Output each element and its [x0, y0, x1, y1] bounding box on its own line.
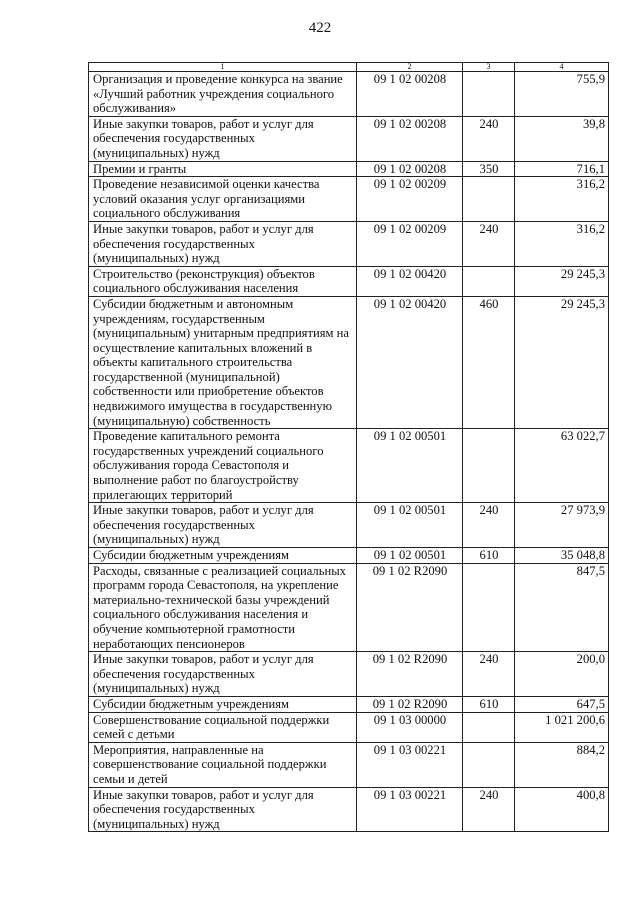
row-amount: 35 048,8: [515, 548, 609, 564]
row-code: 09 1 02 00420: [357, 296, 463, 428]
table-row: [89, 429, 609, 503]
row-code: 09 1 02 00501: [357, 548, 463, 564]
row-name: Субсидии бюджетным учреждениям: [89, 696, 357, 712]
row-type: 240: [463, 503, 515, 548]
row-amount: 39,8: [515, 116, 609, 161]
table-row: [89, 72, 609, 117]
row-code: 09 1 02 00209: [357, 177, 463, 222]
page-number: 422: [308, 20, 332, 36]
table-row: [89, 296, 609, 428]
row-amount: 316,2: [515, 177, 609, 222]
row-type: 240: [463, 116, 515, 161]
row-name: Премии и гранты: [89, 161, 357, 177]
header-col-1: 1: [89, 63, 357, 72]
header-col-4: 4: [515, 63, 609, 72]
row-amount: 29 245,3: [515, 266, 609, 296]
row-name: Субсидии бюджетным учреждениям: [89, 548, 357, 564]
row-amount: 200,0: [515, 652, 609, 697]
table-row: [89, 652, 609, 697]
row-type: [463, 742, 515, 787]
table-row: [89, 266, 609, 296]
table-row: [89, 116, 609, 161]
row-code: 09 1 02 00208: [357, 116, 463, 161]
row-amount: 316,2: [515, 221, 609, 266]
row-name: Субсидии бюджетным и автономным учреждениям, государственным (муниципальным) унитарным предприятиям на осуществление капитальных вложений в объекты капитального строительства государственной (муниципальной) собственности или приобретение объектов недвижимого имущества в государственную (муниципальную) собственность: [89, 296, 357, 428]
row-name: Иные закупки товаров, работ и услуг для обеспечения государственных (муниципальных) нужд: [89, 503, 357, 548]
row-name: Мероприятия, направленные на совершенствование социальной поддержки семьи и детей: [89, 742, 357, 787]
table-row: [89, 563, 609, 652]
header-col-3: 3: [463, 63, 515, 72]
row-amount: 29 245,3: [515, 296, 609, 428]
row-type: 610: [463, 696, 515, 712]
table-row: [89, 712, 609, 742]
table-row: [89, 221, 609, 266]
row-code: 09 1 02 00208: [357, 72, 463, 117]
row-amount: 1 021 200,6: [515, 712, 609, 742]
row-code: 09 1 02 R2090: [357, 696, 463, 712]
row-type: [463, 177, 515, 222]
row-amount: 400,8: [515, 787, 609, 832]
row-code: 09 1 02 00501: [357, 503, 463, 548]
table-row: [89, 503, 609, 548]
row-name: Иные закупки товаров, работ и услуг для обеспечения государственных (муниципальных) нужд: [89, 116, 357, 161]
row-name: Проведение капитального ремонта государственных учреждений социального обслуживания города Севастополя и выполнение работ по благоустройству прилегающих территорий: [89, 429, 357, 503]
header-col-2: 2: [357, 63, 463, 72]
row-type: 240: [463, 787, 515, 832]
row-amount: 647,5: [515, 696, 609, 712]
table-row: [89, 742, 609, 787]
row-code: 09 1 03 00000: [357, 712, 463, 742]
row-name: Совершенствование социальной поддержки семей с детьми: [89, 712, 357, 742]
row-type: [463, 563, 515, 652]
row-name: Иные закупки товаров, работ и услуг для обеспечения государственных (муниципальных) нужд: [89, 787, 357, 832]
row-name: Иные закупки товаров, работ и услуг для обеспечения государственных (муниципальных) нужд: [89, 652, 357, 697]
row-name: Проведение независимой оценки качества условий оказания услуг организациями социального обслуживания: [89, 177, 357, 222]
table-row: [89, 696, 609, 712]
row-type: [463, 712, 515, 742]
row-amount: 847,5: [515, 563, 609, 652]
row-code: 09 1 02 R2090: [357, 563, 463, 652]
row-amount: 27 973,9: [515, 503, 609, 548]
row-code: 09 1 02 R2090: [357, 652, 463, 697]
row-type: [463, 429, 515, 503]
row-name: Организация и проведение конкурса на звание «Лучший работник учреждения социального обслуживания»: [89, 72, 357, 117]
budget-table: [88, 62, 609, 832]
row-code: 09 1 02 00208: [357, 161, 463, 177]
row-code: 09 1 02 00209: [357, 221, 463, 266]
row-type: 350: [463, 161, 515, 177]
row-amount: 755,9: [515, 72, 609, 117]
row-name: Иные закупки товаров, работ и услуг для обеспечения государственных (муниципальных) нужд: [89, 221, 357, 266]
table-row: [89, 161, 609, 177]
table-row: [89, 177, 609, 222]
row-amount: 884,2: [515, 742, 609, 787]
header-row: [89, 63, 609, 72]
table-row: [89, 787, 609, 832]
row-amount: 63 022,7: [515, 429, 609, 503]
row-code: 09 1 02 00501: [357, 429, 463, 503]
row-type: 240: [463, 652, 515, 697]
row-code: 09 1 03 00221: [357, 742, 463, 787]
row-type: 460: [463, 296, 515, 428]
row-code: 09 1 03 00221: [357, 787, 463, 832]
row-type: [463, 266, 515, 296]
table-row: [89, 548, 609, 564]
row-type: 240: [463, 221, 515, 266]
row-amount: 716,1: [515, 161, 609, 177]
row-code: 09 1 02 00420: [357, 266, 463, 296]
row-name: Расходы, связанные с реализацией социальных программ города Севастополя, на укрепление материально-технической базы учреждений социального обслуживания населения и обучение компьютерной грамотности неработающих пенсионеров: [89, 563, 357, 652]
row-name: Строительство (реконструкция) объектов социального обслуживания населения: [89, 266, 357, 296]
row-type: 610: [463, 548, 515, 564]
row-type: [463, 72, 515, 117]
